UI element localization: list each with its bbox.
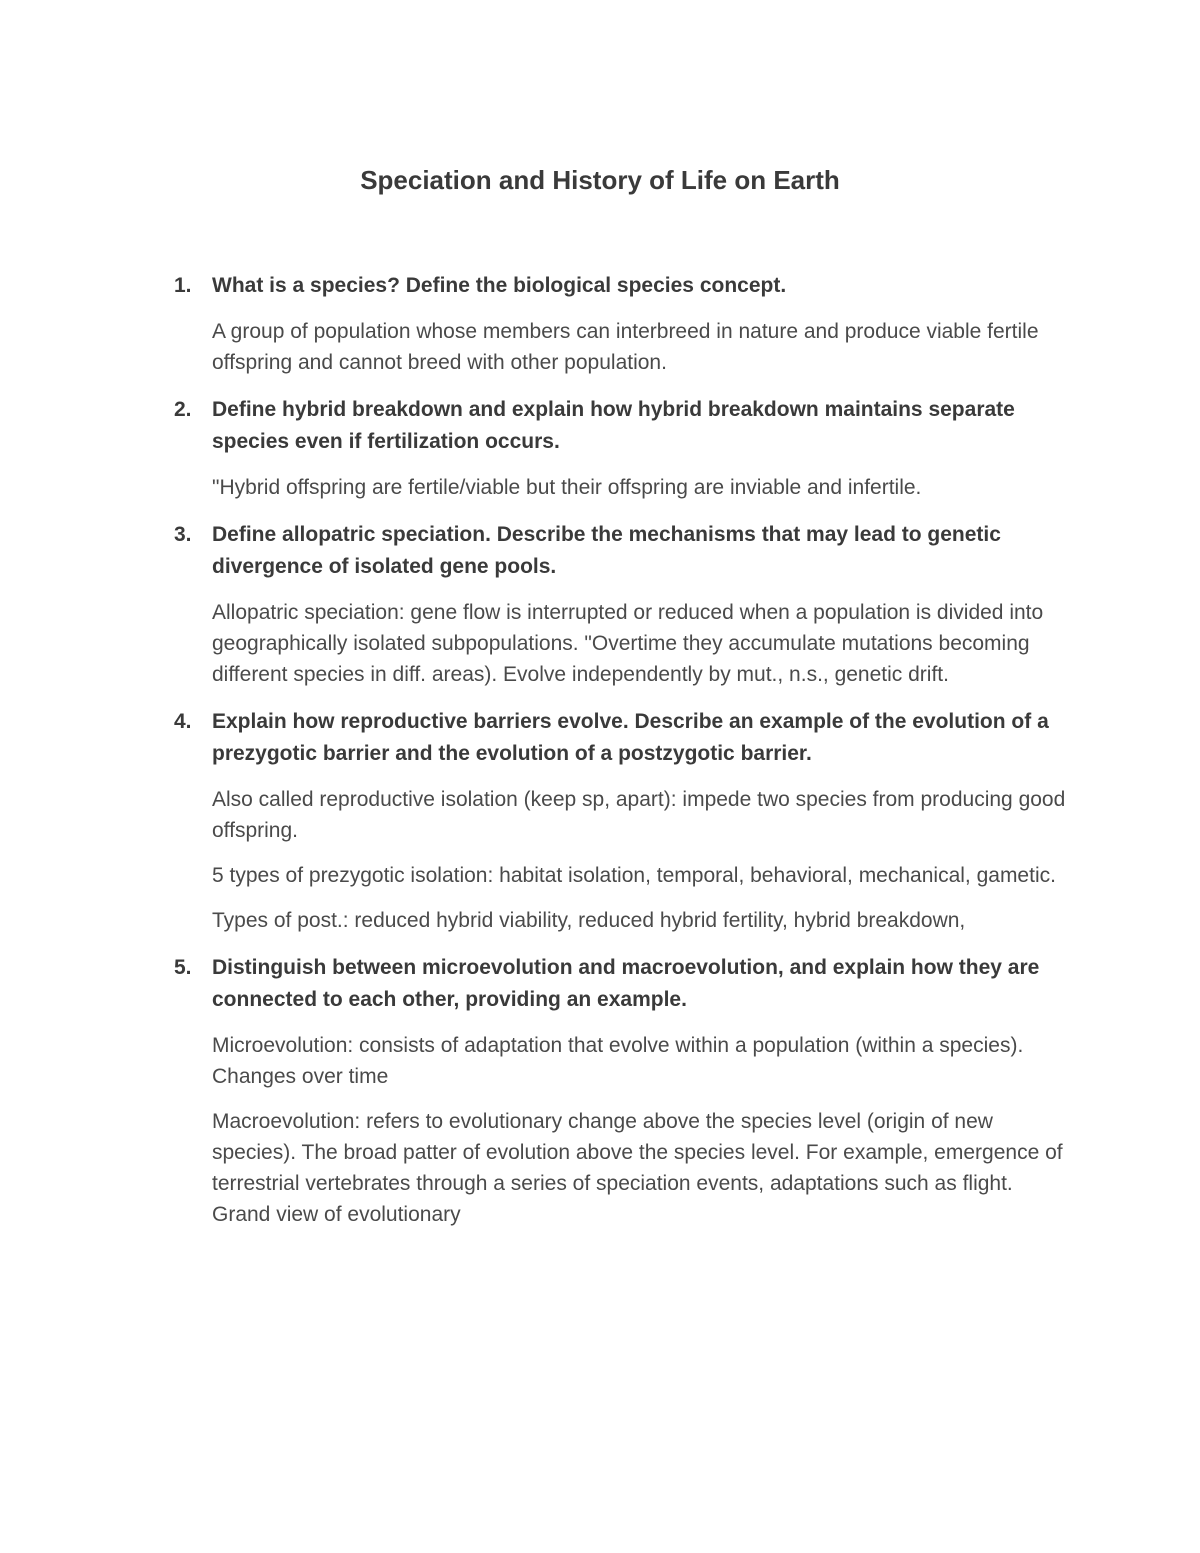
question-text: Define allopatric speciation. Describe the mechanisms that may lead to genetic divergence of isolated gene pools. (212, 523, 1001, 578)
question-item (0, 706, 1200, 936)
answer-paragraph: Macroevolution: refers to evolutionary change above the species level (origin of new species). The broad patter of evolution above the species level. For example, emergence of terrestrial vertebrates through a series of speciation events, adaptations such as flight. Grand view of evolutionary (212, 1110, 1063, 1226)
question-item (0, 952, 1200, 1230)
answer-paragraph: Also called reproductive isolation (keep sp, apart): impede two species from producing good offspring. (212, 788, 1066, 842)
question-item (0, 394, 1200, 503)
page-title: Speciation and History of Life on Earth (360, 165, 840, 195)
answer-paragraph: Allopatric speciation: gene flow is interrupted or reduced when a population is divided into geographically isolated subpopulations. "Overtime they accumulate mutations becoming different species in diff. areas). Evolve independently by mut., n.s., genetic drift. (212, 601, 1044, 686)
question-number: 1. (174, 274, 192, 297)
question-text: Define hybrid breakdown and explain how hybrid breakdown maintains separate species even if fertilization occurs. (212, 398, 1015, 453)
answer-paragraph: Microevolution: consists of adaptation that evolve within a population (within a species). Changes over time (212, 1034, 1024, 1088)
question-number: 4. (174, 710, 192, 733)
question-text: Explain how reproductive barriers evolve. Describe an example of the evolution of a prezygotic barrier and the evolution of a postzygotic barrier. (212, 710, 1049, 765)
question-number: 2. (174, 398, 192, 421)
question-item (0, 270, 1200, 378)
question-number: 3. (174, 523, 192, 546)
question-item (0, 519, 1200, 690)
answer-paragraph: "Hybrid offspring are fertile/viable but their offspring are inviable and infertile. (212, 476, 922, 499)
answer-paragraph: A group of population whose members can interbreed in nature and produce viable fertile offspring and cannot breed with other population. (212, 320, 1039, 374)
question-text: What is a species? Define the biological species concept. (212, 274, 787, 297)
question-text: Distinguish between microevolution and macroevolution, and explain how they are connected to each other, providing an example. (212, 956, 1040, 1011)
question-number: 5. (174, 956, 192, 979)
answer-paragraph: 5 types of prezygotic isolation: habitat isolation, temporal, behavioral, mechanical, gametic. (212, 864, 1056, 887)
answer-paragraph: Types of post.: reduced hybrid viability, reduced hybrid fertility, hybrid breakdown, (212, 909, 966, 932)
question-list (0, 270, 1200, 1230)
